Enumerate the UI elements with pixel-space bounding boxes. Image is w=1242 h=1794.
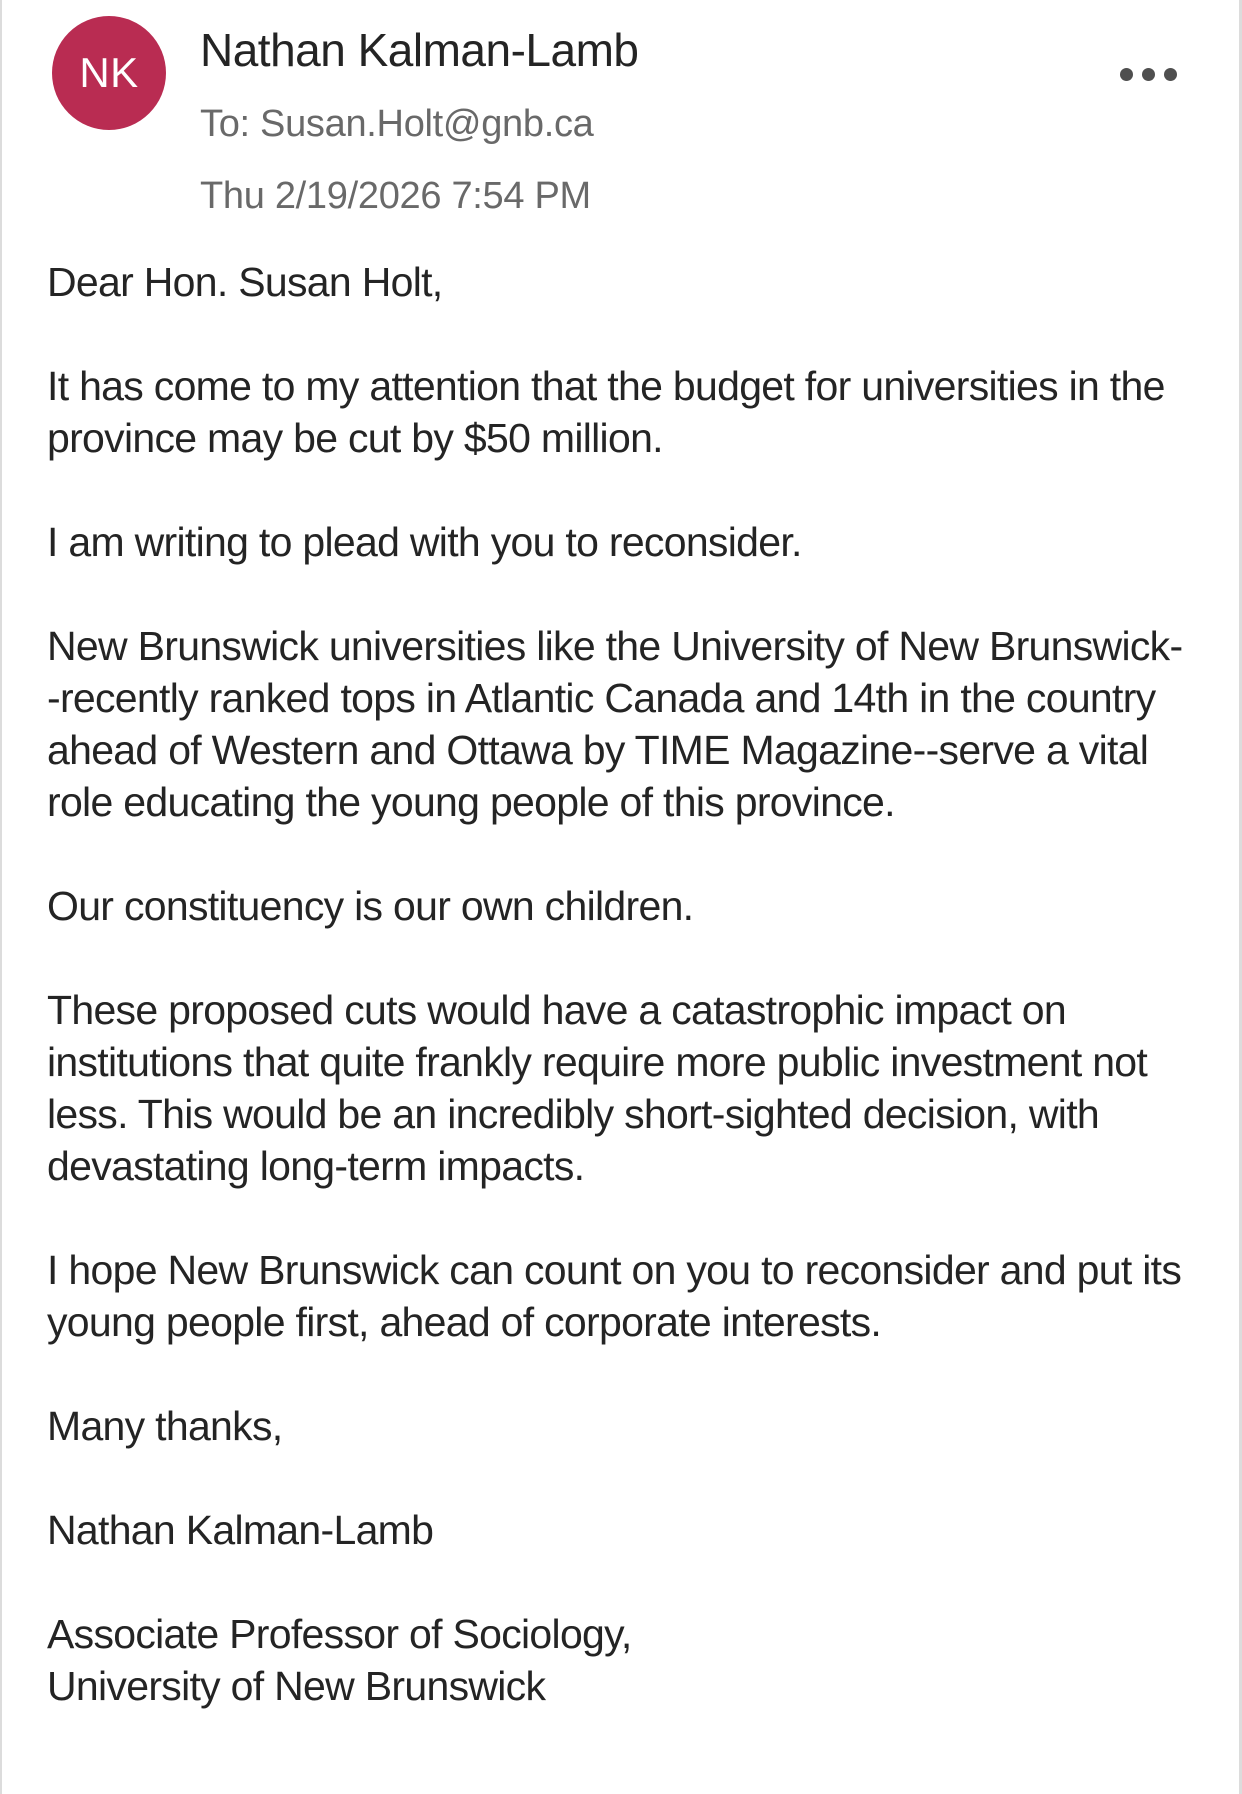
date-line: Thu 2/19/2026 7:54 PM bbox=[200, 175, 591, 217]
email-body bbox=[2, 218, 1239, 1712]
body-paragraph: These proposed cuts would have a catastrophic impact on institutions that quite frankly require more public investment not less. This would be an incredibly short-sighted decision, with devastating long-term impacts. bbox=[47, 987, 1148, 1189]
ellipsis-horizontal-icon bbox=[1164, 68, 1177, 81]
more-options-button[interactable] bbox=[1116, 62, 1181, 87]
body-paragraph: Associate Professor of Sociology, University of New Brunswick bbox=[47, 1611, 632, 1709]
body-paragraph: It has come to my attention that the budget for universities in the province may be cut by $50 million. bbox=[47, 363, 1165, 461]
email-header bbox=[2, 0, 1239, 218]
body-paragraph: New Brunswick universities like the University of New Brunswick--recently ranked tops in Atlantic Canada and 14th in the country ahead of Western and Ottawa by TIME Magazine--serve a vital role educating the young people of this province. bbox=[47, 623, 1183, 825]
body-paragraph: I hope New Brunswick can count on you to reconsider and put its young people first, ahead of corporate interests. bbox=[47, 1247, 1182, 1345]
body-paragraph: I am writing to plead with you to reconsider. bbox=[47, 519, 802, 565]
body-paragraph: Nathan Kalman-Lamb bbox=[47, 1507, 434, 1553]
sender-name: Nathan Kalman-Lamb bbox=[200, 24, 639, 76]
recipient-line: To: Susan.Holt@gnb.ca bbox=[200, 103, 594, 145]
body-paragraph: Many thanks, bbox=[47, 1403, 283, 1449]
body-paragraph: Our constituency is our own children. bbox=[47, 883, 694, 929]
ellipsis-horizontal-icon bbox=[1142, 68, 1155, 81]
header-meta bbox=[200, 16, 1116, 218]
body-paragraph: Dear Hon. Susan Holt, bbox=[47, 259, 443, 305]
ellipsis-horizontal-icon bbox=[1120, 68, 1133, 81]
avatar[interactable]: NK bbox=[52, 16, 166, 130]
